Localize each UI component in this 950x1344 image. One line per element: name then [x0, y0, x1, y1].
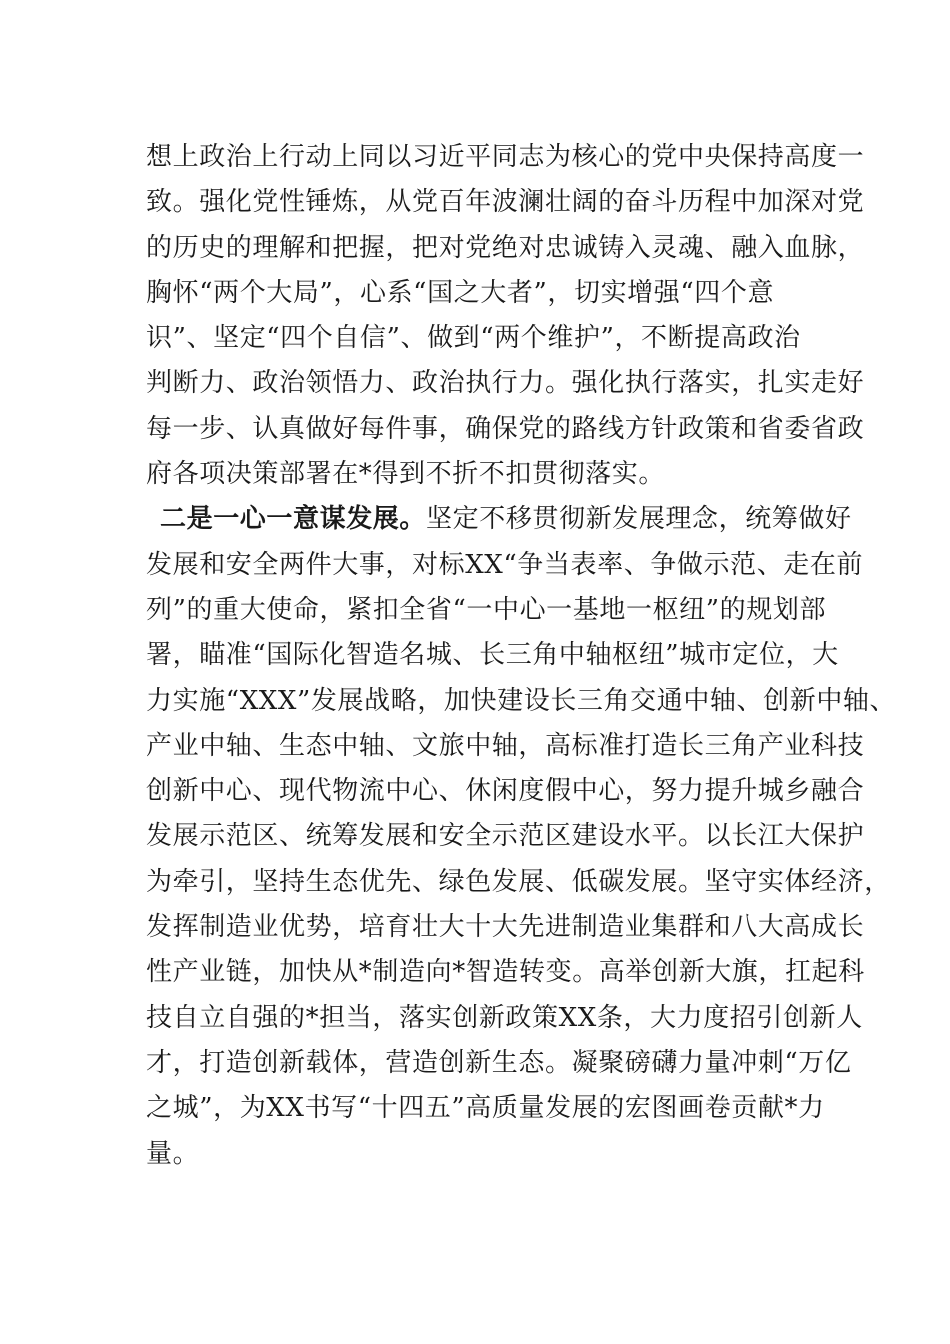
paragraph-1-line: 致。强化党性锤炼，从党百年波澜壮阔的奋斗历程中加深对党: [146, 187, 865, 218]
paragraph-2-line: 之城”，为XX书写“十四五”高质量发展的宏图画卷贡献*力: [146, 1093, 825, 1124]
paragraph-2-line: 发展和安全两件大事，对标XX“争当表率、争做示范、走在前: [146, 549, 864, 580]
paragraph-2-line: 署，瞄准“国际化智造名城、长三角中轴枢纽”城市定位，大: [146, 640, 839, 671]
document-body: [146, 135, 897, 1177]
paragraph-2-first-line-text: 坚定不移贯彻新发展理念，统筹做好: [426, 504, 852, 535]
paragraph-1-line: 府各项决策部署在*得到不折不扣贯彻落实。: [146, 459, 666, 490]
paragraph-2-line: 发展示范区、统筹发展和安全示范区建设水平。以长江大保护: [146, 821, 865, 852]
paragraph-2-first-line: [146, 497, 852, 542]
paragraph-2-line: 发挥制造业优势，培育壮大十大先进制造业集群和八大高成长: [146, 912, 865, 943]
paragraph-1: [146, 135, 865, 497]
paragraph-2: [146, 497, 897, 1176]
paragraph-2-line: 为牵引，坚持生态优先、绿色发展、低碳发展。坚守实体经济，: [146, 866, 891, 897]
paragraph-2-line: 量。: [146, 1138, 200, 1169]
paragraph-1-line: 的历史的理解和把握，把对党绝对忠诚铸入灵魂、融入血脉，: [146, 232, 865, 263]
paragraph-2-line: 性产业链，加快从*制造向*智造转变。高举创新大旗，扛起科: [146, 957, 865, 988]
paragraph-2-line: 产业中轴、生态中轴、文旅中轴，高标准打造长三角产业科技: [146, 730, 865, 761]
paragraph-1-line: 每一步、认真做好每件事，确保党的路线方针政策和省委省政: [146, 413, 865, 444]
paragraph-2-line: 列”的重大使命，紧扣全省“一中心一基地一枢纽”的规划部: [146, 594, 827, 625]
paragraph-2-line: 创新中心、现代物流中心、休闲度假中心，努力提升城乡融合: [146, 776, 865, 807]
paragraph-1-line: 胸怀“两个大局”，心系“国之大者”，切实增强“四个意: [146, 277, 775, 308]
paragraph-2-lead-heading: 二是一心一意谋发展。: [160, 504, 427, 535]
paragraph-1-line: 判断力、政治领悟力、政治执行力。强化执行落实，扎实走好: [146, 368, 865, 399]
paragraph-2-line: 才，打造创新载体，营造创新生态。凝聚磅礴力量冲刺“万亿: [146, 1047, 852, 1078]
paragraph-1-line: 想上政治上行动上同以习近平同志为核心的党中央保持高度一: [146, 142, 865, 172]
paragraph-1-line: 识”、坚定“四个自信”、做到“两个维护”，不断提高政治: [146, 323, 801, 354]
paragraph-2-line: 技自立自强的*担当，落实创新政策XX条，大力度招引创新人: [146, 1002, 863, 1033]
paragraph-2-line: 力实施“XXX”发展战略，加快建设长三角交通中轴、创新中轴、: [146, 685, 897, 716]
